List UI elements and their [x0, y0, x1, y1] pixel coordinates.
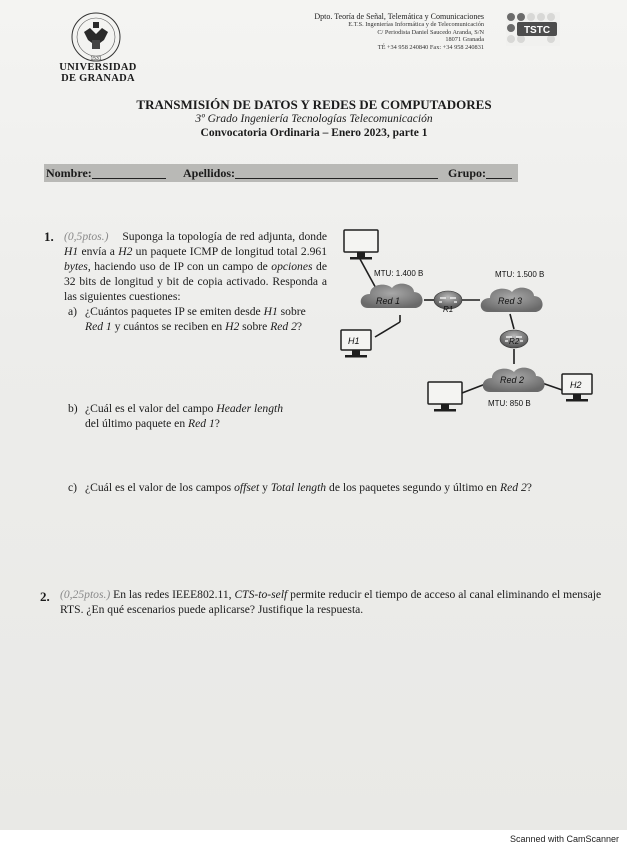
q1-c-text-2: y — [262, 481, 268, 494]
apellidos-line[interactable] — [235, 168, 438, 179]
q1-number: 1. — [44, 229, 54, 244]
university-line-1: UNIVERSIDAD — [59, 62, 137, 73]
q1-bytes: bytes — [64, 260, 88, 273]
q1-subquestion-c — [68, 480, 598, 495]
q1-a-label: a) — [68, 305, 78, 318]
department-city: 18071 Granada — [445, 36, 484, 44]
red1-label: Red 1 — [376, 296, 401, 306]
q1-points: (0,5ptos.) — [64, 230, 109, 243]
router-r1-label: R1 — [443, 305, 454, 314]
apellidos-label: Apellidos: — [183, 166, 236, 180]
grupo-line[interactable] — [486, 168, 512, 179]
q1-text-1: Suponga la topología de red adjunta, donde — [122, 230, 328, 243]
university-name — [50, 62, 146, 84]
tstc-logo-icon — [506, 12, 560, 46]
network-links — [360, 259, 568, 393]
tstc-logo-text: TSTC — [523, 25, 551, 36]
red2-label: Red 2 — [500, 375, 525, 385]
q1-c-text-3: de los paquetes segundo y último en — [329, 481, 498, 494]
q1-c-text-1: ¿Cuál es el valor de los campos — [85, 481, 232, 494]
host-top-left-monitor-icon — [344, 230, 378, 260]
department-name: Dpto. Teoría de Señal, Telemática y Comunicaciones — [314, 12, 484, 21]
q2-text-1: En las redes IEEE802.11, — [113, 588, 232, 601]
q1-a-h1: H1 — [263, 305, 278, 318]
router-r2-label: R2 — [509, 337, 520, 346]
q1-text-4: , haciendo uso de IP con un campo de — [87, 260, 268, 273]
grupo-field[interactable] — [448, 166, 512, 181]
nombre-line[interactable] — [92, 168, 166, 179]
q1-c-text-4: ? — [526, 481, 532, 494]
department-street: C/ Periodista Daniel Saucedo Aranda, S/N — [377, 28, 484, 36]
department-phone: TÉ +34 958 240840 Fax: +34 958 240831 — [377, 43, 484, 51]
q1-b-label: b) — [68, 402, 78, 415]
q1-b-text-1: ¿Cuál es el valor del campo — [85, 402, 214, 415]
q1-h1: H1 — [64, 245, 79, 258]
q1-c-red2: Red 2 — [500, 481, 527, 494]
q1-a-red1: Red 1 — [85, 320, 112, 333]
department-school: E.T.S. Ingenierías Informática y de Telecomunicación — [348, 21, 484, 28]
apellidos-field[interactable] — [183, 166, 438, 181]
red2-mtu-label: MTU: 850 B — [488, 399, 531, 408]
q2-points: (0,25ptos.) — [60, 588, 111, 601]
nombre-label: Nombre: — [46, 166, 92, 180]
q2-text-2: permite reducir el tiempo de acceso al canal eliminando el mensaje RTS. ¿En qué escenarios puede aplicarse? Justifique la respuesta. — [60, 588, 602, 616]
q1-text-2: envía a — [81, 245, 115, 258]
q1-opciones: opciones — [271, 260, 313, 273]
q1-text-3: un paquete ICMP de longitud total 2.961 — [135, 245, 328, 258]
university-line-2: DE GRANADA — [61, 73, 135, 84]
q1-b-text-2: del último paquete en — [85, 417, 186, 430]
q2-number: 2. — [40, 589, 50, 604]
q1-a-text-1: ¿Cuántos paquetes IP se emiten desde — [85, 305, 261, 318]
grupo-label: Grupo: — [448, 166, 487, 180]
red3-label: Red 3 — [498, 296, 523, 306]
host-h1-label: H1 — [348, 336, 360, 346]
q1-a-text-4: sobre — [242, 320, 268, 333]
q1-c-total-length: Total length — [270, 481, 327, 494]
q1-b-text-3: ? — [214, 417, 220, 430]
host-bottom-left-monitor-icon — [428, 382, 462, 412]
nombre-field[interactable] — [46, 166, 166, 181]
q1-b-header-length: Header length — [216, 402, 284, 415]
exam-title: TRANSMISIÓN DE DATOS Y REDES DE COMPUTADORES — [136, 97, 492, 112]
host-h2-label: H2 — [570, 380, 582, 390]
q1-statement — [64, 229, 327, 304]
q1-subquestion-a — [68, 304, 328, 334]
exam-convocatoria: Convocatoria Ordinaria – Enero 2023, parte 1 — [200, 127, 428, 139]
scanned-with-label: Scanned with CamScanner — [509, 834, 619, 844]
q1-c-label: c) — [68, 481, 78, 494]
red1-mtu-label: MTU: 1.400 B — [374, 269, 424, 278]
q1-b-red1: Red 1 — [188, 417, 215, 430]
department-address — [258, 12, 484, 51]
q1-subquestion-b — [68, 401, 330, 431]
q2-cts-to-self: CTS-to-self — [234, 588, 288, 601]
red3-mtu-label: MTU: 1.500 B — [495, 270, 545, 279]
q1-a-text-2: sobre — [280, 305, 306, 318]
q1-text-5: de 32 bits de longitud y bit de copia activado. Responda a las siguientes cuestiones: — [64, 260, 327, 303]
q1-h2: H2 — [118, 245, 133, 258]
crest-year: 1531 — [90, 56, 102, 62]
q1-a-text-3: y cuántos se reciben en — [114, 320, 223, 333]
network-topology-diagram — [330, 222, 600, 418]
q1-a-red2: Red 2 — [270, 320, 297, 333]
q1-a-text-5: ? — [296, 320, 303, 333]
q1-c-offset: offset — [234, 481, 260, 494]
university-crest-icon — [66, 10, 126, 64]
q1-a-h2: H2 — [225, 320, 240, 333]
exam-subtitle: 3º Grado Ingeniería Tecnologías Telecomunicación — [195, 113, 433, 125]
q2-statement — [60, 587, 608, 617]
